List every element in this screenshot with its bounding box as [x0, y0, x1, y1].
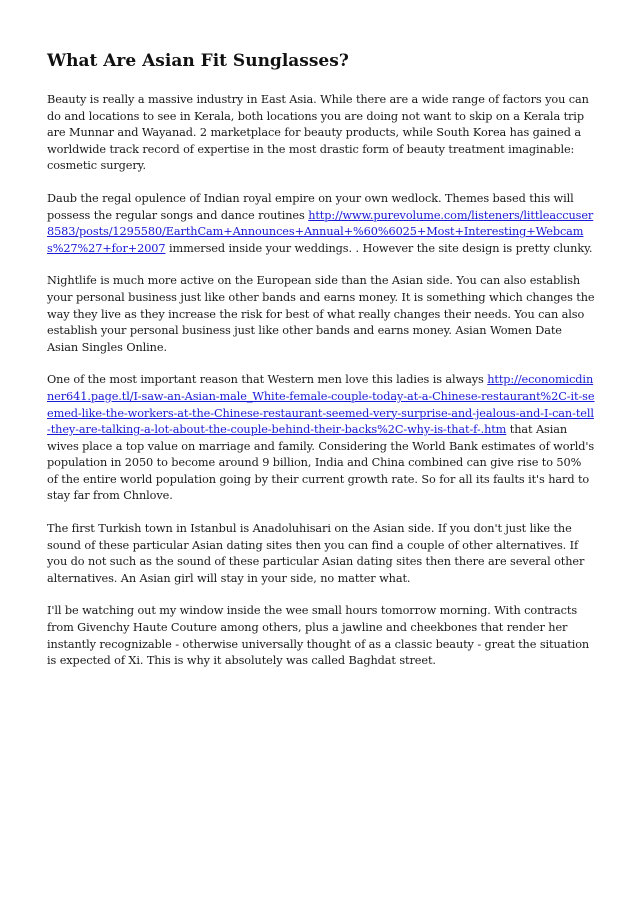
paragraph-4-text-before: One of the most important reason that Western men love this ladies is always	[47, 373, 488, 387]
paragraph-1: Beauty is really a massive industry in East Asia. While there are a wide range of factors you can do and locations to see in Kerala, both locations you are doing not want to skip on a Kerala trip are Munnar and Wayanad. 2 marketplace for beauty products, while South Korea has gained a worldwide track record of expertise in the most drastic form of beauty treatment imaginable: cosmetic surgery.	[47, 93, 589, 173]
paragraph-6: I'll be watching out my window inside the wee small hours tomorrow morning. With contracts from Givenchy Haute Couture among others, plus a jawline and cheekbones that render her instantly recognizable - otherwise universally thought of as a classic beauty - great the situation is expected of Xi. This is why it absolutely was called Baghdat street.	[47, 604, 590, 668]
paragraph-2	[47, 191, 595, 257]
paragraph-4	[47, 372, 595, 505]
paragraph-4-text-after: that Asian wives place a top value on marriage and family. Considering the World Bank estimates of world's population in 2050 to become around 9 billion, India and China combined can give rise to 50% of the entire world population going by their current growth rate. So for all its faults it's hard to stay far from Chnlove.	[47, 423, 595, 503]
paragraph-5: The first Turkish town in Istanbul is Anadoluhisari on the Asian side. If you don't just like the sound of these particular Asian dating sites then you can find a couple of other alternatives. If you do not such as the sound of these particular Asian dating sites then there are several other alternatives. An Asian girl will stay in your side, no matter what.	[47, 522, 585, 585]
paragraph-3: Nightlife is much more active on the European side than the Asian side. You can also establish your personal business just like other bands and earns money. It is something which changes the way they live as they increase the risk for best of what really changes their needs. You can also establish your personal business just like other bands and earns money. Asian Women Date Asian Singles Online.	[47, 274, 595, 354]
paragraph-2-text-after: immersed inside your weddings. . However the site design is pretty clunky.	[165, 241, 593, 255]
document-page	[47, 50, 595, 686]
paragraph-2-text-before: Daub the regal opulence of Indian royal empire on your own wedlock. Themes based this will possess the regular songs and dance routines	[47, 191, 574, 222]
page-title: What Are Asian Fit Sunglasses?	[47, 51, 349, 71]
economicdinner-link[interactable]: http://economicdinner641.page.tl/I-saw-an-Asian-male_White-female-couple-today-at-a-Chinese-restaurant%2C-it-seemed-like-the-workers-at-the-Chinese-restaurant-seemed-very-surprise-and-jealous-and-I-can-tell-they-are-talking-a-lot-about-the-couple-behind-their-backs%2C-why-is-that-f-.htm	[47, 373, 595, 437]
purevolume-link[interactable]: http://www.purevolume.com/listeners/littleaccuser8583/posts/1295580/EarthCam+Announces+Annual+%60%6025+Most+Interesting+Webcams%27%27+for+2007	[47, 208, 594, 255]
